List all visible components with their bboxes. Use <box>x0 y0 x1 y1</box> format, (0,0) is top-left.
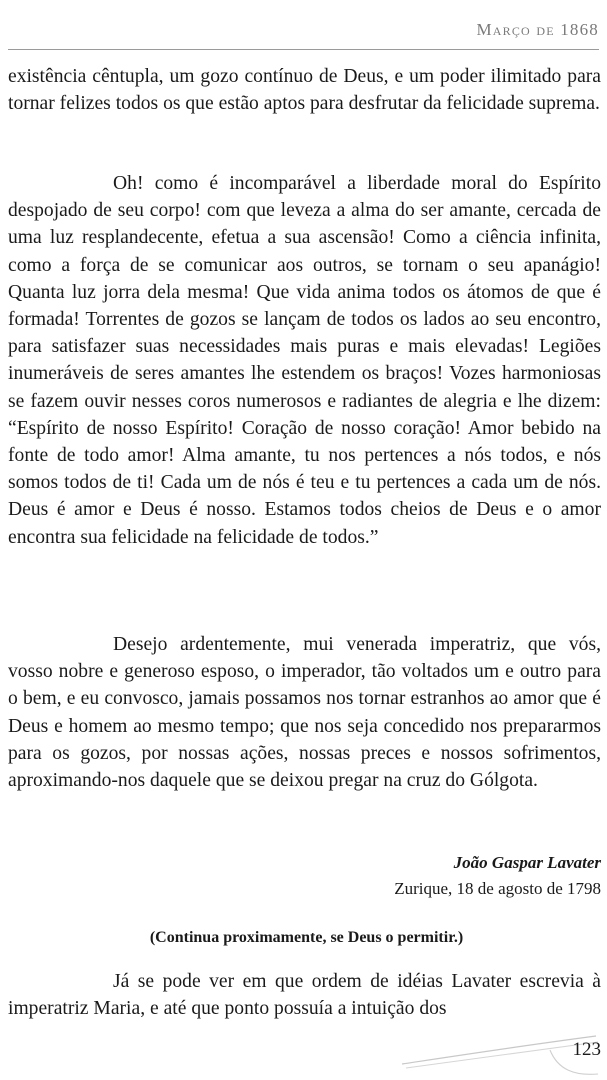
header-rule <box>8 49 599 50</box>
paragraph: Oh! como é incomparável a liberdade moral do Espírito despojado de seu corpo! com que leveza a alma do ser amante, cercada de uma luz resplandecente, efetua a sua ascensão! Como a ciência infinita, como a força de se comunicar aos outros, se tornam o seu apanágio! Quanta luz jorra dela mesma! Que vida anima todos os átomos de que é formada! Torrentes de gozos se lançam de todos os lados ao seu encontro, para satisfazer suas necessidades mais puras e mais elevadas! Legiões inumeráveis de seres amantes lhe estendem os braços! Vozes harmoniosas se fazem ouvir nesses coros numerosos e radiantes de alegria e lhe dizem: “Espírito de nosso Espírito! Coração de nosso coração! Amor bebido na fonte de todo amor! Alma amante, tu nos pertences a nós todos, e nós somos todos de ti! Cada um de nós é teu e tu pertences a cada um de nós. Deus é amor e Deus é nosso. Estamos todos cheios de Deus e o amor encontra sua felicidade na felicidade de todos.” <box>8 173 601 548</box>
page-number: 123 <box>572 1039 601 1060</box>
signature-place-date: Zurique, 18 de agosto de 1798 <box>394 879 601 898</box>
signature-name: João Gaspar Lavater <box>453 853 601 872</box>
paragraph: Já se pode ver em que ordem de idéias Lavater escrevia à imperatriz Maria, e até que ponto possuía a intuição dos <box>8 971 601 1020</box>
page-corner-swoosh-icon <box>400 1030 600 1080</box>
paragraph: existência cêntupla, um gozo contínuo de Deus, e um poder ilimitado para tornar felizes todos os que estão aptos para desfrutar da felicidade suprema. <box>8 66 601 115</box>
running-header: Março de 1868 <box>476 20 599 39</box>
continuation-note <box>0 927 607 949</box>
paragraph: Desejo ardentemente, mui venerada imperatriz, que vós, vosso nobre e generoso esposo, o imperador, tão voltados um e outro para o bem, e eu convosco, jamais possamos nos tornar estranhos ao amor que é Deus e homem ao mesmo tempo; que nos seja concedido nos prepararmos para os gozos, por nossas ações, nossas preces e nossos sofrimentos, aproximando-nos daquele que se deixou pregar na cruz do Gólgota. <box>8 634 601 792</box>
continuation-note-text: (Continua proximamente, se Deus o permitir.) <box>149 929 464 946</box>
signature-block <box>394 850 601 902</box>
